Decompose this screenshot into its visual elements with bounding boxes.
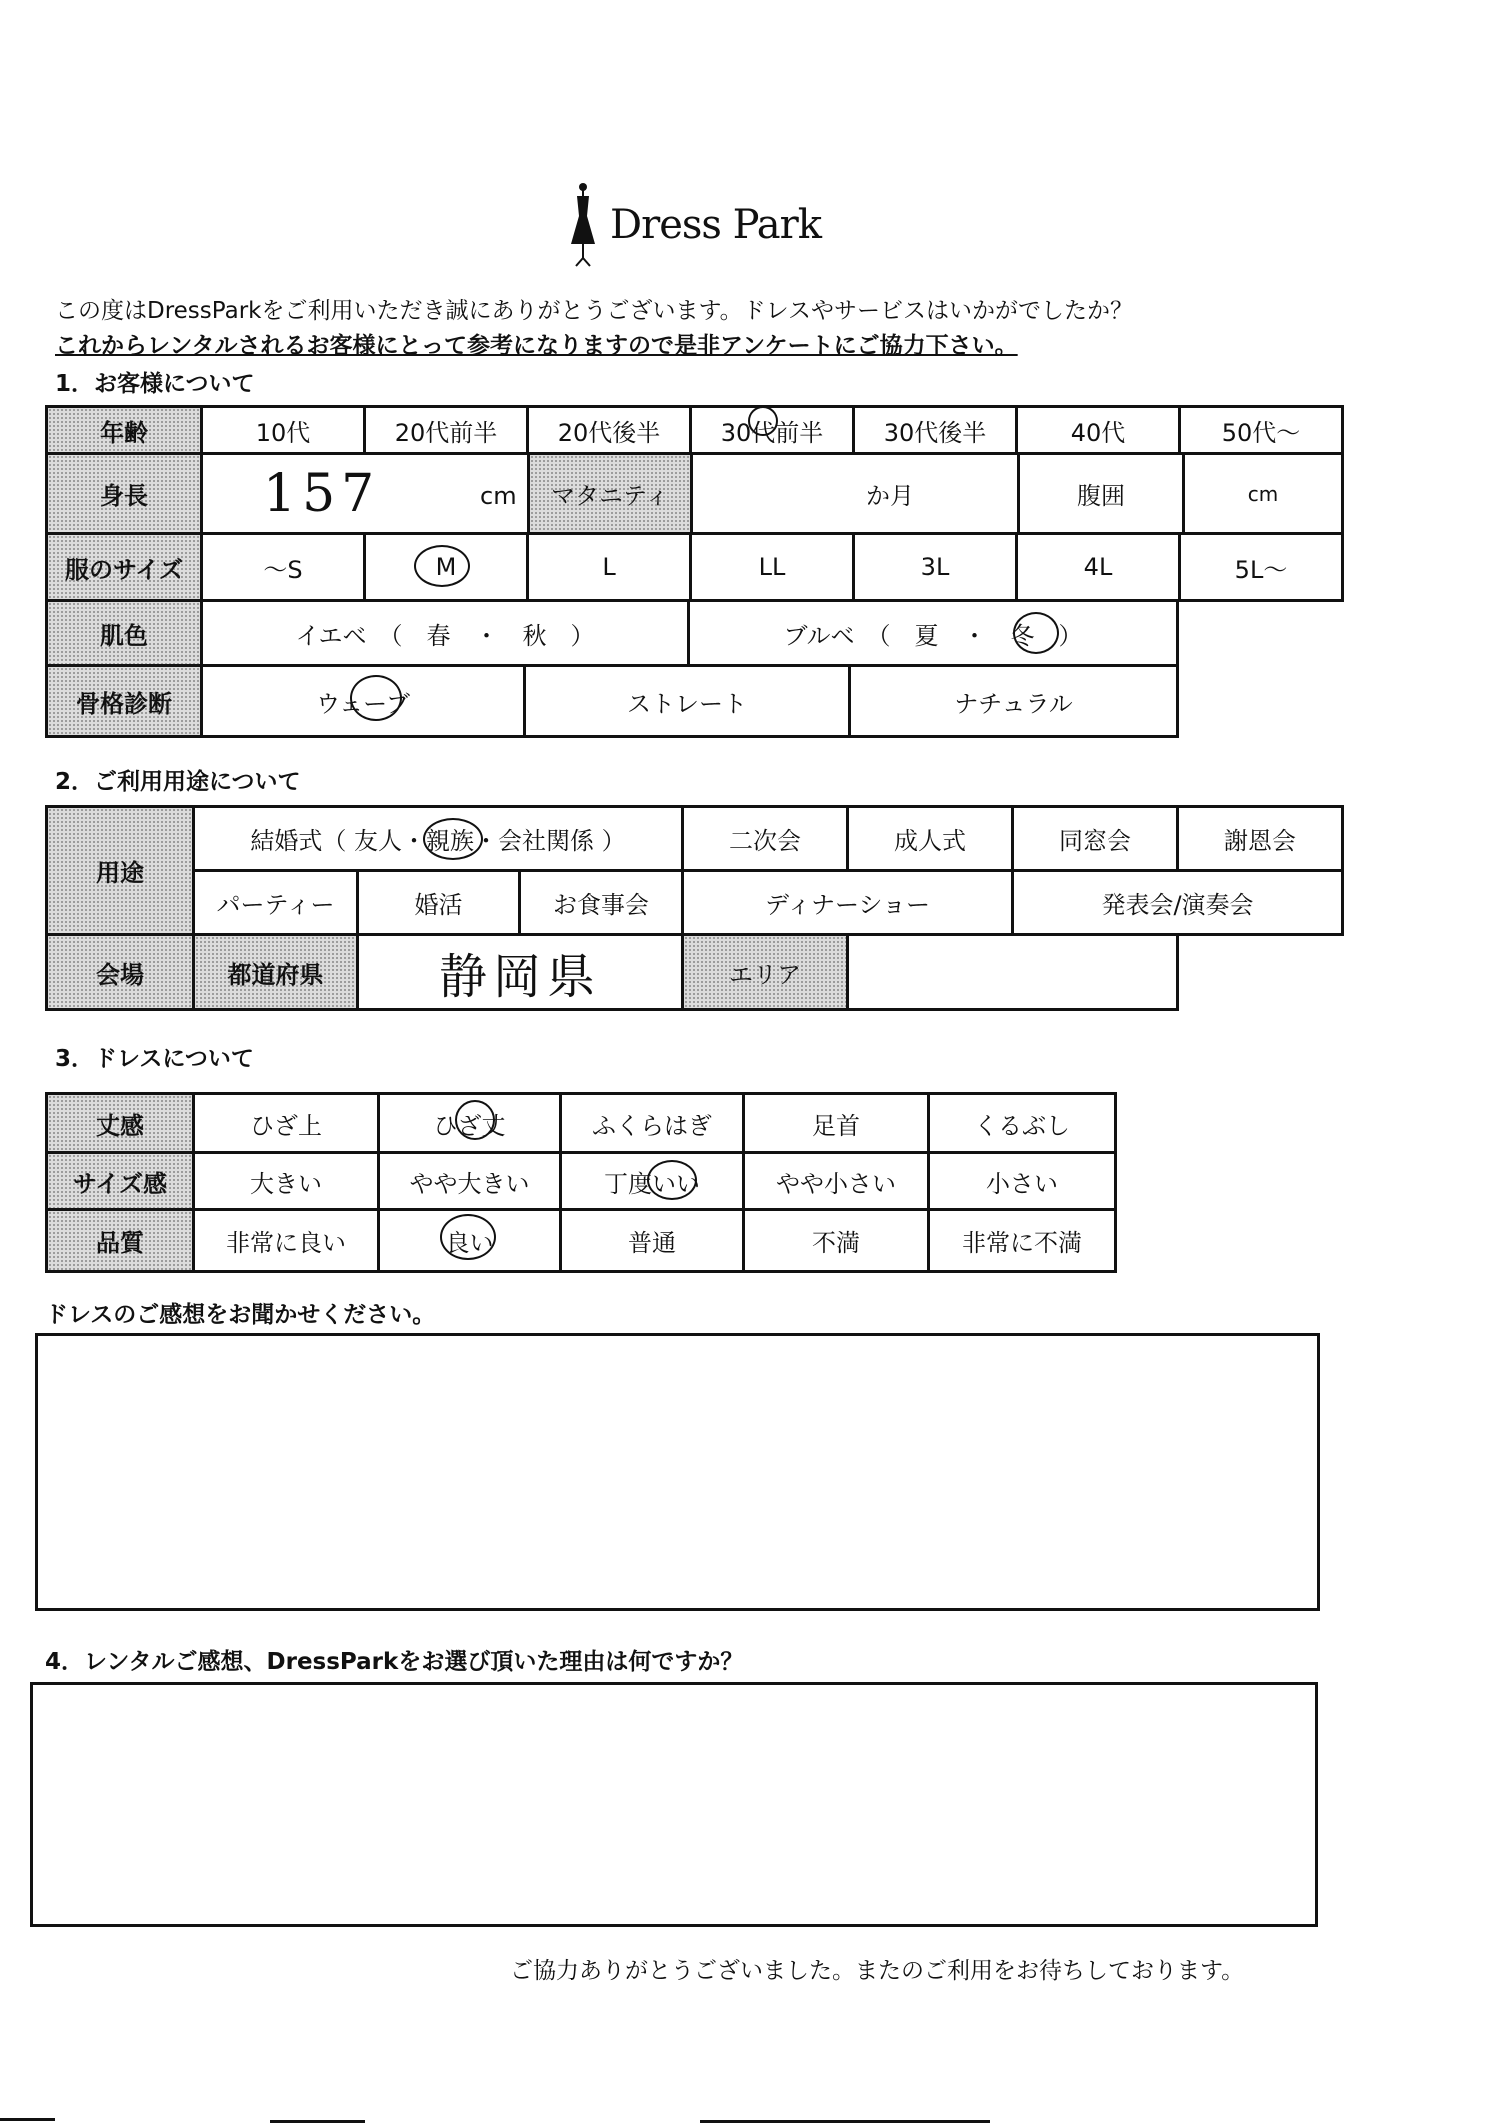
- skin-blue-option[interactable]: ブルベ （ 夏 ・ 冬 ）: [687, 599, 1179, 667]
- age-option[interactable]: 20代後半: [526, 405, 692, 455]
- area-label: エリア: [681, 933, 849, 1011]
- fit-option[interactable]: やや小さい: [742, 1151, 930, 1211]
- quality-option[interactable]: 普通: [559, 1208, 745, 1273]
- scan-mark: [270, 2120, 365, 2123]
- quality-option[interactable]: 非常に不満: [927, 1208, 1117, 1273]
- quality-option-selected[interactable]: 良い: [377, 1208, 562, 1273]
- maternity-label: マタニティ: [527, 452, 693, 535]
- usage-option[interactable]: 二次会: [681, 805, 849, 872]
- size-option[interactable]: L: [526, 532, 692, 602]
- prefecture-value: 静岡県: [438, 948, 601, 1005]
- size-option[interactable]: 3L: [852, 532, 1018, 602]
- section1-title: 1．お客様について: [55, 371, 255, 397]
- footer-thanks: ご協力ありがとうございました。またのご利用をお待ちしております。: [510, 1958, 1245, 1984]
- fit-option[interactable]: 小さい: [927, 1151, 1117, 1211]
- rental-comment-box[interactable]: [30, 1682, 1318, 1927]
- height-unit: cm: [480, 482, 517, 510]
- fit-label: サイズ感: [45, 1151, 195, 1211]
- scan-mark: [0, 2118, 55, 2121]
- section2-title: 2．ご利用用途について: [55, 769, 301, 795]
- age-option[interactable]: 20代前半: [363, 405, 529, 455]
- section4-title: 4．レンタルご感想、DressParkをお選び頂いた理由は何ですか？: [45, 1649, 744, 1675]
- usage-option[interactable]: ディナーショー: [681, 869, 1014, 936]
- usage-option[interactable]: 謝恩会: [1176, 805, 1344, 872]
- size-option[interactable]: 5L～: [1178, 532, 1344, 602]
- age-option[interactable]: 30代後半: [852, 405, 1018, 455]
- scan-mark: [700, 2120, 990, 2123]
- age-option[interactable]: 50代～: [1178, 405, 1344, 455]
- height-value: 157: [263, 463, 381, 524]
- age-option[interactable]: 40代: [1015, 405, 1181, 455]
- length-option[interactable]: ひざ上: [192, 1092, 380, 1154]
- waist-field[interactable]: [1182, 452, 1344, 535]
- intro-line-2: これからレンタルされるお客様にとって参考になりますので是非アンケートにご協力下さい。: [55, 333, 1018, 359]
- quality-label: 品質: [45, 1208, 195, 1273]
- quality-option[interactable]: 非常に良い: [192, 1208, 380, 1273]
- brand-name: Dress Park: [610, 202, 821, 248]
- height-label: 身長: [45, 452, 203, 535]
- usage-option[interactable]: 同窓会: [1011, 805, 1179, 872]
- fit-option[interactable]: やや大きい: [377, 1151, 562, 1211]
- prefecture-field[interactable]: [356, 933, 684, 1011]
- usage-wedding[interactable]: 結婚式（ 友人・親族・会社関係 ）: [192, 805, 684, 872]
- length-option[interactable]: ふくらはぎ: [559, 1092, 745, 1154]
- usage-option[interactable]: 婚活: [356, 869, 521, 936]
- usage-option[interactable]: パーティー: [192, 869, 359, 936]
- venue-label: 会場: [45, 933, 195, 1011]
- maternity-months-field[interactable]: [690, 452, 1020, 535]
- frame-label: 骨格診断: [45, 664, 203, 738]
- brand-logo: [570, 180, 821, 270]
- intro-line-1: この度はDressParkをご利用いただき誠にありがとうございます。ドレスやサービスはいかがでしたか？: [55, 298, 1133, 324]
- age-label: 年齢: [45, 405, 203, 455]
- prefecture-label: 都道府県: [192, 933, 359, 1011]
- usage-option[interactable]: 成人式: [846, 805, 1014, 872]
- size-option[interactable]: 4L: [1015, 532, 1181, 602]
- usage-label: 用途: [45, 805, 195, 936]
- usage-option[interactable]: 発表会/演奏会: [1011, 869, 1344, 936]
- length-option[interactable]: 足首: [742, 1092, 930, 1154]
- dress-comment-prompt: ドレスのご感想をお聞かせください。: [45, 1302, 436, 1328]
- age-option-selected[interactable]: 30代前半: [689, 405, 855, 455]
- fit-option[interactable]: 大きい: [192, 1151, 380, 1211]
- usage-option[interactable]: お食事会: [518, 869, 684, 936]
- size-option-selected[interactable]: M: [363, 532, 529, 602]
- dress-icon: [570, 182, 596, 268]
- skin-yellow-option[interactable]: イエベ （ 春 ・ 秋 ）: [200, 599, 690, 667]
- section3-title: 3．ドレスについて: [55, 1046, 254, 1072]
- dress-comment-box[interactable]: [35, 1333, 1320, 1611]
- skin-label: 肌色: [45, 599, 203, 667]
- length-label: 丈感: [45, 1092, 195, 1154]
- months-unit: か月: [866, 482, 914, 510]
- length-option[interactable]: くるぶし: [927, 1092, 1117, 1154]
- quality-option[interactable]: 不満: [742, 1208, 930, 1273]
- frame-option-selected[interactable]: ウェーブ: [200, 664, 526, 738]
- frame-option[interactable]: ナチュラル: [848, 664, 1179, 738]
- waist-label: 腹囲: [1017, 452, 1185, 535]
- size-label: 服のサイズ: [45, 532, 203, 602]
- size-option[interactable]: LL: [689, 532, 855, 602]
- length-option-selected[interactable]: ひざ丈: [377, 1092, 562, 1154]
- fit-option-selected[interactable]: 丁度いい: [559, 1151, 745, 1211]
- waist-unit: cm: [1247, 481, 1279, 506]
- age-option[interactable]: 10代: [200, 405, 366, 455]
- size-option[interactable]: ～S: [200, 532, 366, 602]
- area-field[interactable]: [846, 933, 1179, 1011]
- frame-option[interactable]: ストレート: [523, 664, 851, 738]
